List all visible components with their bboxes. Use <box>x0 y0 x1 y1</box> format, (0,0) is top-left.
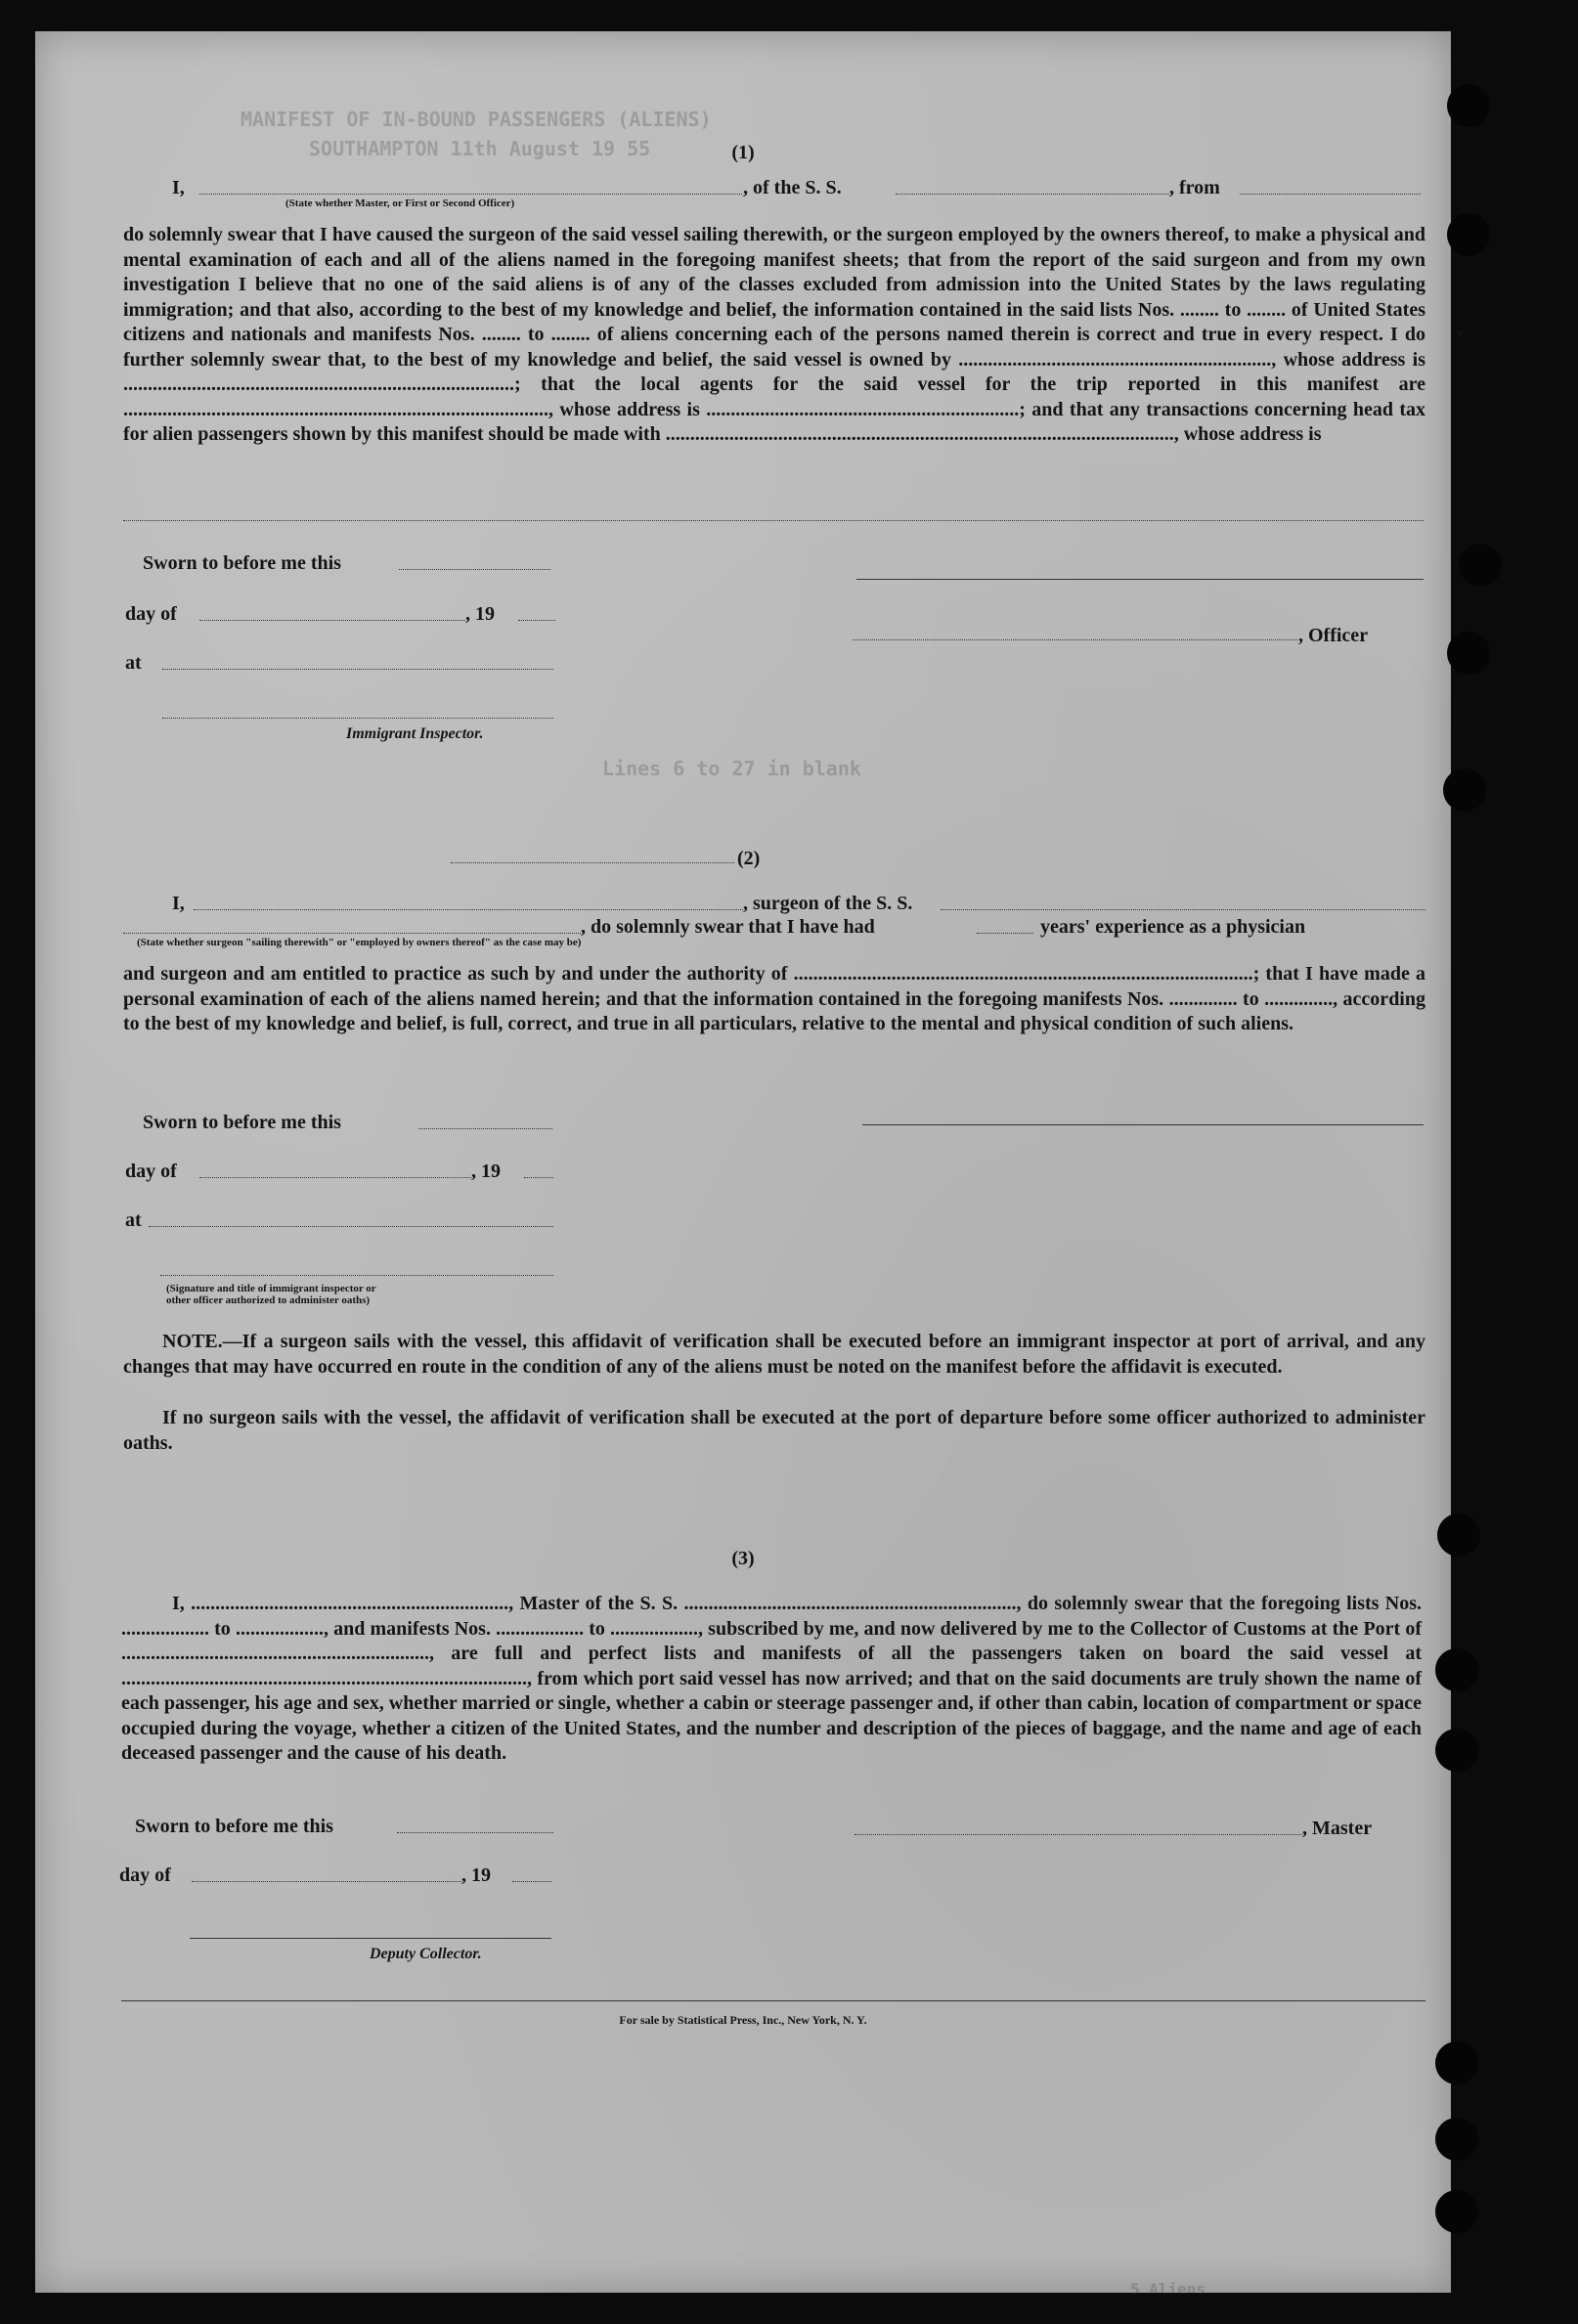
punch-hole-icon <box>1437 1513 1480 1557</box>
year-field-2 <box>524 1177 553 1178</box>
day-of-label-2: day of <box>125 1161 177 1182</box>
years-experience-label-b: years' experience as a physician <box>1040 916 1306 938</box>
head-tax-address-field <box>123 520 1424 521</box>
section-1-oath-text: do solemnly swear that I have caused the surgeon of the said vessel sailing therewith, or the surgeon employed by the owners thereof, to make a physical and mental examination of each and all of the aliens named in the foregoing manifest sheets; that from the report of the said surgeon and from my own investigation I believe that no one of the said aliens is of any of the classes excluded from admission into the United States by the laws regulating immigration; and that also, according to the best of my knowledge and belief, the information contained in the said lists Nos. ........ to ........ of United States citizens and nationals and manifests Nos. ........ to ........ of aliens concerning each of the persons named therein is correct and true in every respect. I do further solemnly swear that, to the best of my knowledge and belief, the said vessel is owned by ................................................................, whose address is ................................................................................; that the local agents for the said vessel for the trip reported in this manifest are ......................................................................................., whose address is ................................................................; and that any transactions concerning head tax for alien passengers shown by this manifest should be made with ........................................................................................................, whose address is <box>123 224 1425 445</box>
punch-hole-icon <box>1435 1729 1478 1772</box>
punch-hole-icon <box>1435 2190 1478 2233</box>
section-1-number: (1) <box>731 142 755 163</box>
bleed-through-header: MANIFEST OF IN-BOUND PASSENGERS (ALIENS) <box>241 108 712 131</box>
vessel-name-field <box>896 194 1169 195</box>
year-label-3: , 19 <box>461 1864 491 1886</box>
punch-hole-icon <box>1459 544 1502 587</box>
section-2-number: (2) <box>737 848 761 869</box>
at-place-field-2 <box>149 1226 553 1227</box>
sworn-label-1: Sworn to before me this <box>143 552 341 574</box>
scanned-manifest-page <box>35 31 1465 2299</box>
sworn-label-2: Sworn to before me this <box>143 1112 341 1133</box>
year-label-2: , 19 <box>471 1161 501 1182</box>
collector-signature-line <box>190 1938 551 1939</box>
section-3-oath-text: I, ................................................................., Master of the S. S. ...................................................................., do solemnly swear that the foregoing lists Nos. .................. to .................., and manifests Nos. .................. to .................., subscribed by me, and now delivered by me to the Collector of Customs at the Port of ..............................................................., are full and perfect lists and manifests of all the passengers taken on board the said vessel at ..................................................................................., from which port said vessel has now arrived; and that on the said documents are truly shown the name of each passenger, his age and sex, whether married or single, whether a cabin or steerage passenger and, if other than cabin, location of compartment or space occupied during the voyage, whether a citizen of the United States, and the number and description of the pieces of baggage, and the name and age of each deceased passenger and the cause of his death. <box>121 1593 1422 1764</box>
immigrant-inspector-label: Immigrant Inspector. <box>346 725 484 742</box>
year-field-3 <box>512 1881 551 1882</box>
punch-hole-icon <box>1443 768 1486 811</box>
at-place-field-1 <box>162 669 553 670</box>
officer-signature-line <box>856 579 1424 580</box>
surgeon-of-ss-label: , surgeon of the S. S. <box>743 893 913 914</box>
surgeon-status-hint: (State whether surgeon "sailing therewith" or "employed by owners thereof" as the case may be) <box>137 937 582 948</box>
signature-hint-line-2: other officer authorized to administer oaths) <box>166 1294 371 1306</box>
sworn-date-field-1 <box>399 569 550 570</box>
surgeon-signature-line <box>862 1124 1424 1125</box>
punch-hole-icon <box>1435 1648 1478 1691</box>
section-3-number: (3) <box>731 1548 755 1569</box>
officer-label: , Officer <box>1298 625 1369 646</box>
surgeon-status-field <box>123 933 581 934</box>
day-month-field-2 <box>199 1177 471 1178</box>
surgeon-vessel-field <box>941 909 1425 910</box>
printer-imprint: For sale by Statistical Press, Inc., New York, N. Y. <box>619 2013 867 2027</box>
day-of-label-1: day of <box>125 603 177 625</box>
day-month-field-1 <box>199 620 465 621</box>
officer-rank-hint: (State whether Master, or First or Second Officer) <box>285 197 515 209</box>
signature-hint-line-1: (Signature and title of immigrant inspector or <box>166 1283 376 1294</box>
deputy-collector-label: Deputy Collector. <box>370 1946 482 1962</box>
day-month-field-3 <box>192 1881 461 1882</box>
from-label: , from <box>1169 177 1220 198</box>
officer-title-field <box>853 639 1297 640</box>
section-1-i: I, <box>172 177 185 198</box>
years-experience-field <box>977 933 1033 934</box>
punch-hole-icon <box>1447 213 1490 256</box>
master-signature-field <box>855 1834 1302 1835</box>
master-label: , Master <box>1302 1818 1373 1839</box>
note-no-surgeon: If no surgeon sails with the vessel, the affidavit of verification shall be executed at the port of departure before some officer authorized to administer oaths. <box>123 1407 1425 1454</box>
from-port-field <box>1240 194 1421 195</box>
bleed-through-port-date: SOUTHAMPTON 11th August 19 55 <box>309 137 651 160</box>
sworn-label-3: Sworn to before me this <box>135 1816 333 1837</box>
year-field-1 <box>518 620 555 621</box>
years-experience-label-a: , do solemnly swear that I have had <box>581 916 875 938</box>
punch-hole-icon <box>1435 2041 1478 2084</box>
section-2-heading-rule <box>451 862 734 863</box>
of-the-ss-label: , of the S. S. <box>743 177 842 198</box>
punch-hole-icon <box>1447 84 1490 127</box>
margin-tick-mark: , <box>1450 314 1465 340</box>
sworn-date-field-3 <box>397 1832 553 1833</box>
sworn-date-field-2 <box>418 1128 552 1129</box>
officer-name-field <box>199 194 742 195</box>
section-2-oath-text: and surgeon and am entitled to practice as such by and under the authority of ..............................................................................................; that I have made a personal examination of each of the aliens named herein; and that the information contained in the foregoing manifests Nos. .............. to .............., according to the best of my knowledge and belief, is full, correct, and true in all particulars, relative to the mental and physical condition of such aliens. <box>123 963 1425 1034</box>
bleed-through-aliens-count: 5 Aliens <box>1130 2280 1206 2299</box>
at-label-2: at <box>125 1209 142 1231</box>
officer-signature-field-2 <box>160 1275 553 1276</box>
note-surgeon-sails: NOTE.—If a surgeon sails with the vessel, this affidavit of verification shall be executed before an immigrant inspector at port of arrival, and any changes that may have occurred en route in the condition of any of the aliens must be noted on the manifest before the affidavit is executed. <box>123 1331 1425 1378</box>
section-2-i: I, <box>172 893 185 914</box>
punch-hole-icon <box>1435 2118 1478 2161</box>
surgeon-name-field <box>194 909 743 910</box>
bleed-through-lines-blank: Lines 6 to 27 in blank <box>602 757 861 780</box>
year-label-1: , 19 <box>465 603 495 625</box>
inspector-signature-field <box>162 718 553 719</box>
footer-rule <box>121 2000 1425 2001</box>
at-label-1: at <box>125 652 142 674</box>
day-of-label-3: day of <box>119 1864 171 1886</box>
punch-hole-icon <box>1447 632 1490 675</box>
